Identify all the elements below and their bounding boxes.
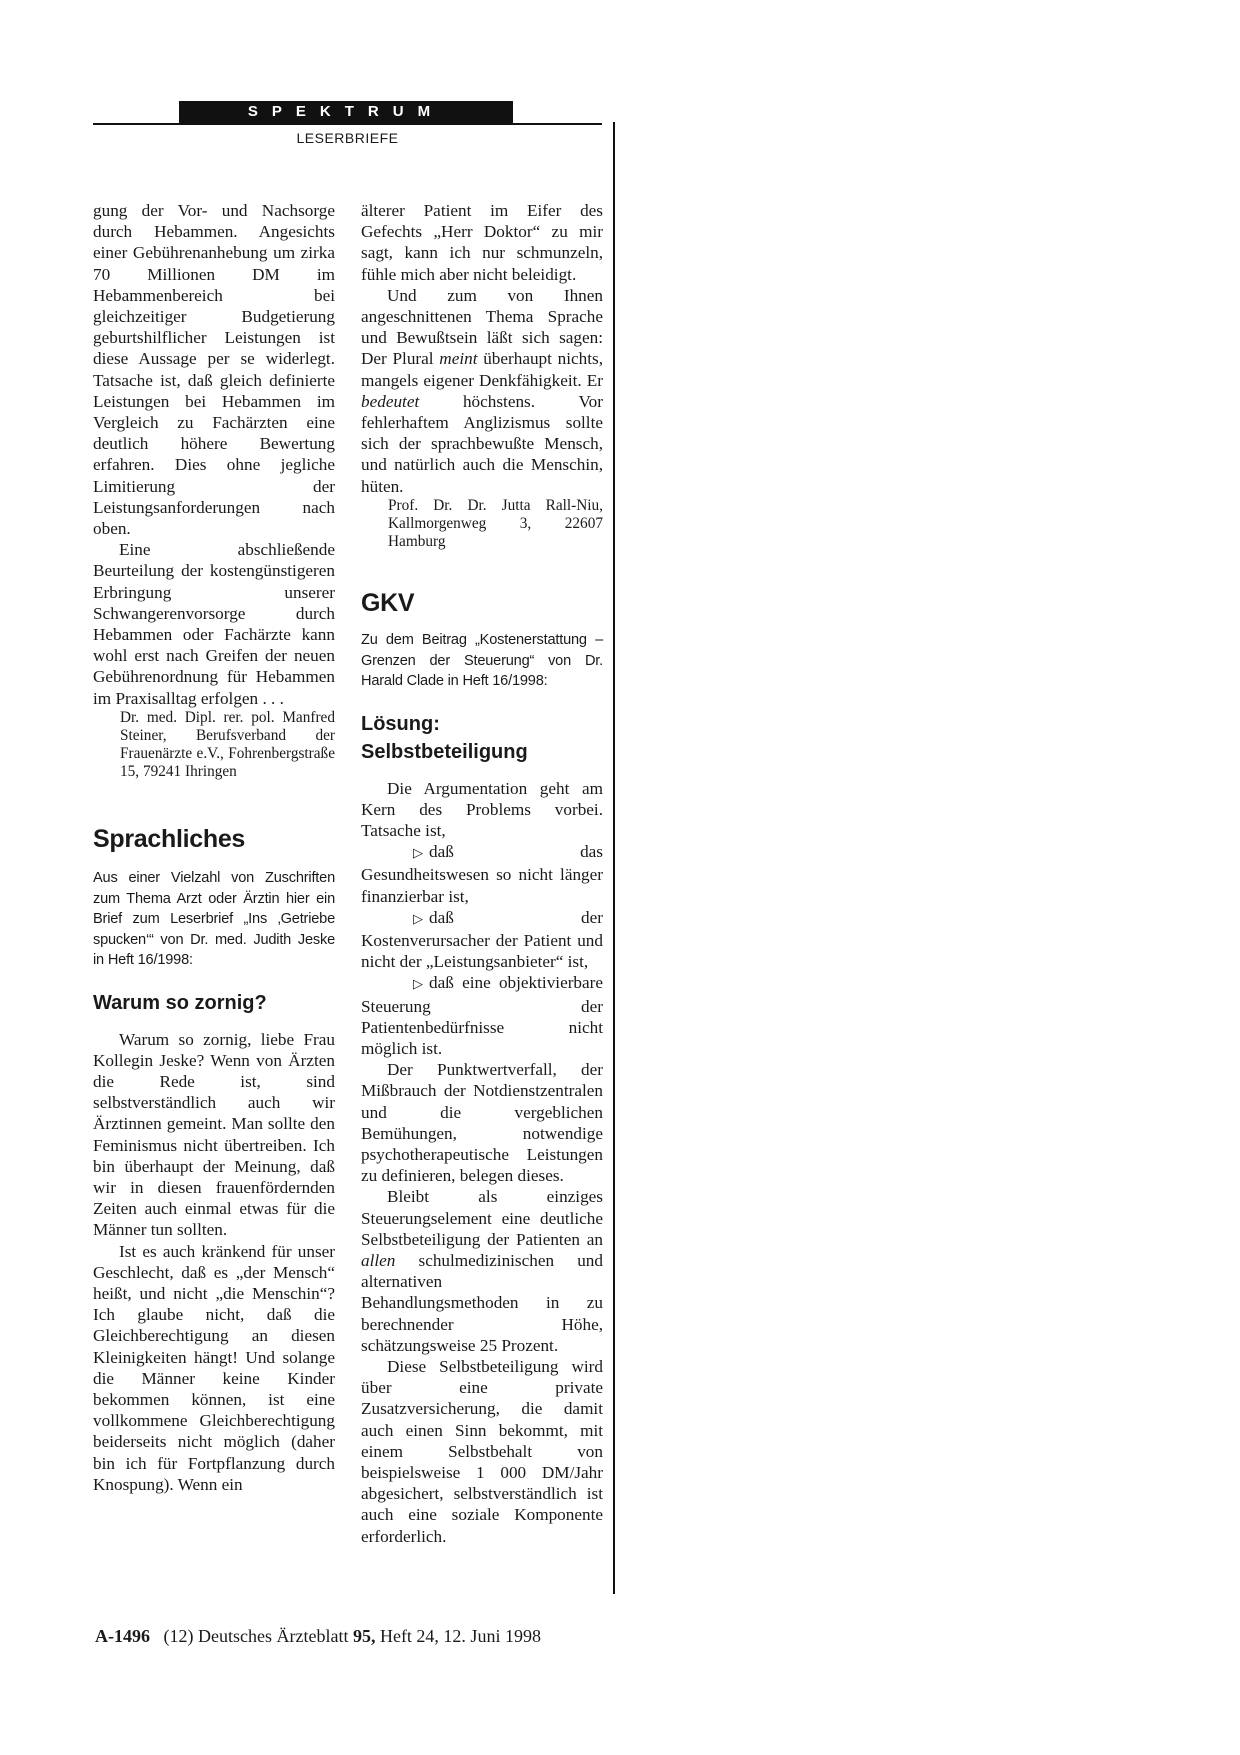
section-title: Sprachliches	[93, 824, 246, 853]
section-intro: Zu dem Beitrag „Kostenerstattung – Grenzen der Steuerung“ von Dr. Harald Clade in Heft 16/1998:	[361, 632, 603, 690]
triangle-bullet-icon: ▷	[413, 846, 423, 862]
header-rule	[93, 123, 602, 125]
paragraph: Diese Selbstbeteiligung wird über eine private Zusatzversicherung, die damit auch einen Sinn bekommt, mit einem Selbstbehalt von beispielsweise 1 000 DM/Jahr abgesichert, selbstverständlich ist auch eine soziale Komponente erforderlich.	[361, 1357, 603, 1546]
journal-name: Deutsches Ärzteblatt	[198, 1626, 349, 1646]
right-column	[361, 200, 603, 1547]
section-title: GKV	[361, 588, 415, 617]
letter-title: Lösung: Selbstbeteiligung	[361, 712, 528, 763]
journal-volume: 95,	[352, 1626, 376, 1646]
paragraph: Und zum von Ihnen angeschnittenen Thema Sprache und Bewußtsein läßt sich sagen: Der Plural meint überhaupt nichts, mangels eigener Denkfähigkeit. Er bedeutet höchstens. Vor fehlerhaftem Anglizismus sollte sich der sprachbewußte Mensch, und natürlich auch die Menschin, hüten.	[361, 285, 603, 496]
letter-signature: Prof. Dr. Dr. Jutta Rall-Niu, Kallmorgenweg 3, 22607 Hamburg	[388, 496, 603, 550]
paragraph: Ist es auch kränkend für unser Geschlecht, daß es „der Mensch“ heißt, und nicht „die Menschin“? Ich glaube nicht, daß die Gleichberechtigung an diesen Kleinigkeiten hängt! Und solange die Männer keine Kinder bekommen können, ist eine vollkommene Gleichberechtigung beiderseits nicht möglich (daher bin ich für Fortpflanzung durch Knospung). Wenn ein	[93, 1241, 335, 1494]
column-rule	[613, 122, 615, 1594]
paragraph: Bleibt als einziges Steuerungselement eine deutliche Selbstbeteiligung der Patienten an allen schulmedizinischen und alternativen Behandlungsmethoden in zu berechnender Höhe, schätzungsweise 25 Prozent.	[361, 1187, 603, 1355]
page-code: A-1496	[95, 1626, 150, 1646]
paragraph: Eine abschließende Beurteilung der kostengünstigeren Erbringung unserer Schwangerenvorsorge durch Hebammen oder Fachärzte kann wohl erst nach Greifen der neuen Gebührenordnung für Hebammen im Praxisalltag erfolgen . . .	[93, 540, 335, 708]
section-intro: Aus einer Vielzahl von Zuschriften zum Thema Arzt oder Ärztin hier ein Brief zum Leserbrief „Ins ‚Getriebe spucken‘“ von Dr. med. Judith Jeske in Heft 16/1998:	[93, 870, 335, 969]
paragraph: Der Punktwertverfall, der Mißbrauch der Notdienstzentralen und die vergeblichen Bemühungen, notwendige psychotherapeutische Leistungen zu definieren, belegen dieses.	[361, 1060, 603, 1186]
paragraph: gung der Vor- und Nachsorge durch Hebammen. Angesichts einer Gebührenanhebung um zirka 70 Millionen DM im Hebammenbereich bei gleichzeitiger Budgetierung geburtshilflicher Leistungen ist diese Aussage per se widerlegt. Tatsache ist, daß gleich definierte Leistungen bei Hebammen im Vergleich zu Fachärzten eine deutlich höhere Bewertung erfahren. Dies ohne jegliche Limitierung der Leistungsanforderungen nach oben.	[93, 201, 335, 539]
page-footer	[95, 1626, 541, 1647]
letter-title: Warum so zornig?	[93, 991, 267, 1014]
list-item: ▷ daß das Gesundheitswesen so nicht länger finanzierbar ist,	[361, 842, 603, 906]
paragraph: Warum so zornig, liebe Frau Kollegin Jeske? Wenn von Ärzten die Rede ist, sind selbstverständlich auch wir Ärztinnen gemeint. Man sollte den Feminismus nicht übertreiben. Ich bin überhaupt der Meinung, daß wir in diesen frauenfördernden Zeiten auch einmal etwas für die Männer tun sollten.	[93, 1029, 335, 1240]
subsection-label: LESERBRIEFE	[296, 130, 399, 146]
triangle-bullet-icon: ▷	[413, 977, 423, 993]
page-number: (12)	[163, 1626, 194, 1646]
letter-signature: Dr. med. Dipl. rer. pol. Manfred Steiner, Berufsverband der Frauenärzte e.V., Fohrenbergstraße 15, 79241 Ihringen	[120, 708, 335, 780]
list-item: ▷ daß eine objektivierbare Steuerung der Patientenbedürfnisse nicht möglich ist.	[361, 973, 603, 1058]
section-header: SPEKTRUM	[179, 101, 513, 123]
list-item: ▷ daß der Kostenverursacher der Patient und nicht der „Leistungsanbieter“ ist,	[361, 907, 603, 972]
issue-info: Heft 24, 12. Juni 1998	[379, 1626, 541, 1646]
triangle-bullet-icon: ▷	[413, 911, 423, 927]
left-column	[93, 200, 335, 1495]
paragraph: Die Argumentation geht am Kern des Problems vorbei. Tatsache ist,	[361, 778, 603, 840]
paragraph: älterer Patient im Eifer des Gefechts „Herr Doktor“ zu mir sagt, kann ich nur schmunzeln, fühle mich aber nicht beleidigt.	[361, 201, 603, 284]
